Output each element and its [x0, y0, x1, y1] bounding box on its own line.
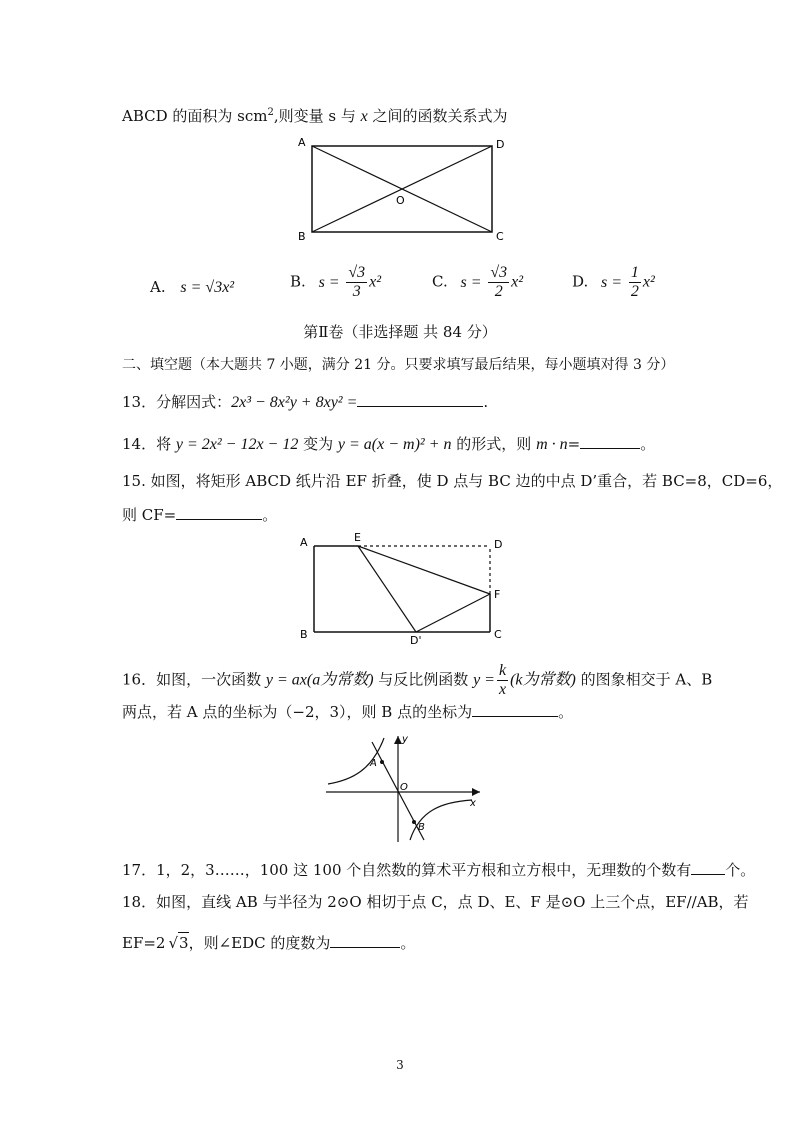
option-b[interactable]: [290, 264, 381, 301]
q18-sqrt: 3: [179, 934, 189, 952]
option-d-frac: [629, 264, 641, 301]
label-b: B: [418, 822, 425, 833]
option-b-label: B.: [290, 272, 306, 291]
part2-header: 二、填空题（本大题共 7 小题，满分 21 分。只要求填写最后结果，每小题填对得 3 分）: [122, 357, 675, 373]
label-o: O: [400, 782, 408, 793]
q16-pre: 16．如图，一次函数: [122, 670, 266, 689]
label-c: C: [494, 628, 502, 641]
point-a: [380, 760, 384, 764]
label-x: x: [470, 798, 476, 809]
q13-answer-blank[interactable]: [357, 392, 483, 407]
option-b-lhs: s =: [318, 273, 340, 291]
option-c-label: C.: [432, 272, 448, 291]
q14-post2: =: [567, 435, 581, 453]
option-d-num: 1: [630, 264, 639, 281]
option-b-den: 3: [352, 283, 361, 300]
label-a: A: [300, 536, 308, 549]
option-d[interactable]: [572, 264, 655, 301]
option-d-lhs: s =: [601, 273, 623, 291]
q18-answer-blank[interactable]: [330, 933, 400, 948]
option-c-num: √3: [490, 264, 508, 281]
q16-answer-blank[interactable]: [472, 702, 558, 717]
option-c-frac: [488, 264, 509, 301]
hyperbola-right: [410, 800, 472, 840]
q17-post: 个。: [725, 861, 756, 879]
question-15-line2: [122, 505, 277, 525]
label-d: D: [494, 538, 503, 551]
q14-expr1: y = 2x² − 12x − 12: [175, 436, 299, 453]
y-axis-arrow: [394, 736, 402, 744]
q18-end: 。: [400, 934, 416, 952]
q13-expr: 2x³ − 8x²y + 8xy² =: [231, 394, 358, 411]
page-number: 3: [396, 1058, 404, 1072]
question-17: [122, 860, 755, 880]
question-13: [122, 392, 488, 413]
label-a: A: [298, 136, 306, 149]
q17-text: 17．1，2，3……，100 这 100 个自然数的算术平方根和立方根中，无理数的个数有: [122, 861, 692, 879]
question-16-line1: [122, 662, 712, 699]
intro-sup: 2: [267, 107, 274, 118]
q13-pre: 13．分解因式：: [122, 393, 232, 411]
q14-expr2: y = a(x − m)² + n: [337, 436, 452, 453]
label-c: C: [496, 230, 504, 243]
q17-answer-blank[interactable]: [691, 860, 725, 875]
q18-post: ，则∠EDC 的度数为: [188, 934, 331, 952]
q16-line2-post: 。: [558, 703, 574, 721]
q13-post: .: [483, 393, 489, 411]
option-b-tail: x²: [369, 273, 382, 291]
question-14: [122, 434, 655, 455]
label-o: O: [396, 194, 405, 207]
question-18-line1: 18．如图，直线 AB 与半径为 2⊙O 相切于点 C，点 D、E、F 是⊙O 上三个点，EF//AB，若: [122, 893, 749, 911]
label-d: D: [496, 138, 505, 151]
option-d-tail: x²: [642, 273, 655, 291]
option-b-frac: [346, 264, 367, 301]
q16-line2-pre: 两点，若 A 点的坐标为（−2，3），则 B 点的坐标为: [122, 703, 473, 721]
q16-lhs: y =: [473, 671, 495, 689]
q16-num: k: [498, 662, 507, 679]
q16-frac: [497, 662, 508, 699]
q14-post1: 的形式，则: [451, 435, 537, 453]
option-c-tail: x²: [511, 273, 523, 291]
intro-line: [122, 103, 508, 127]
fold-df: [416, 594, 490, 632]
q16-den: x: [498, 681, 507, 698]
q14-expr3: m · n: [536, 436, 568, 453]
intro-var: x: [360, 108, 368, 125]
label-b: B: [300, 628, 308, 641]
label-y: y: [402, 734, 408, 745]
label-e: E: [354, 531, 361, 544]
option-c-lhs: s =: [460, 273, 482, 291]
label-f: F: [494, 588, 501, 601]
section-title: 第Ⅱ卷（非选择题 共 84 分）: [303, 323, 497, 341]
point-b: [412, 820, 416, 824]
label-d-prime: D': [410, 634, 422, 644]
option-d-den: 2: [630, 283, 639, 300]
option-a-expr: s = √3x²: [180, 279, 235, 296]
question-15-line1: 15. 如图，将矩形 ABCD 纸片沿 EF 折叠，使 D 点与 BC 边的中点 D’重合，若 BC=8，CD=6，: [122, 472, 783, 490]
option-d-label: D.: [572, 272, 589, 291]
option-c-den: 2: [494, 283, 503, 300]
fold-figure: [296, 530, 510, 644]
q16-post: 的图象相交于 A、B: [575, 670, 713, 689]
q15-answer-blank[interactable]: [176, 505, 262, 520]
q14-answer-blank[interactable]: [580, 434, 640, 449]
intro-text-3: 之间的函数关系式为: [367, 107, 508, 125]
q14-pre: 14．将: [122, 435, 176, 453]
q16-expr1: y = ax(a为常数): [265, 671, 374, 689]
q15-pre: 则 CF=: [122, 506, 177, 524]
x-axis-arrow: [472, 788, 480, 796]
function-graph: [322, 730, 486, 844]
rectangle-figure: [292, 132, 512, 244]
question-18-line2: [122, 932, 415, 953]
q16-expr2: (k为常数): [510, 671, 576, 689]
label-a: A: [370, 758, 377, 769]
q14-mid: 变为: [298, 435, 338, 453]
fold-ef: [358, 546, 490, 594]
option-a-label: A.: [150, 278, 166, 296]
option-a[interactable]: [150, 278, 234, 297]
intro-text-2: ,则变量 s 与: [273, 107, 361, 125]
option-b-num: √3: [348, 264, 366, 281]
q16-mid: 与反比例函数: [373, 670, 474, 689]
intro-text: ABCD 的面积为 scm: [122, 107, 268, 125]
q18-pre: EF=2: [122, 934, 166, 952]
option-c[interactable]: [432, 264, 523, 301]
label-b: B: [298, 230, 306, 243]
sqrt-symbol: √: [168, 934, 179, 952]
fold-ed: [358, 546, 416, 632]
q14-end: 。: [640, 435, 656, 453]
q15-post: 。: [262, 506, 278, 524]
question-16-line2: [122, 702, 573, 722]
